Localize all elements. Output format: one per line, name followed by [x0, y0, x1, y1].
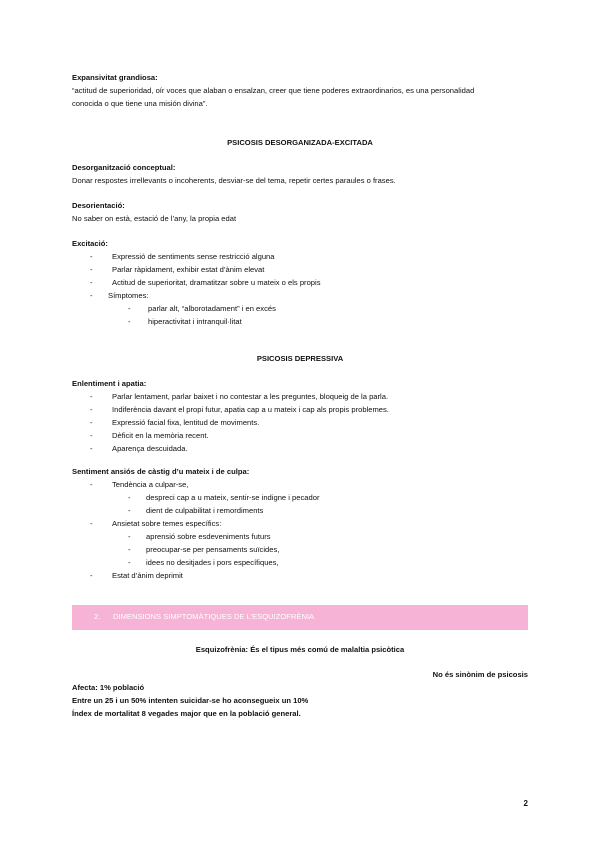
list-item: preocupar-se per pensaments suïcides,	[146, 545, 280, 554]
section-2-number: 2.	[94, 612, 101, 621]
list-item: dient de culpabilitat i remordiments	[146, 506, 264, 515]
list-bullet: -	[90, 252, 93, 261]
desorientacio-heading: Desorientació:	[72, 201, 125, 210]
intenten-line: Entre un 25 i un 50% intenten suicidar-se ho aconsegueix un 10%	[72, 696, 309, 705]
list-bullet: -	[90, 444, 93, 453]
list-item: Indiferència davant el propi futur, apatia cap a u mateix i cap als propis problemes.	[112, 405, 389, 414]
no-sinonim-note: No és sinònim de psicosis	[432, 670, 528, 679]
list-bullet: -	[90, 571, 93, 580]
list-item: Expressió de sentiments sense restricció alguna	[112, 252, 275, 261]
psicosis-desorganitzada-title: PSICOSIS DESORGANIZADA-EXCITADA	[227, 138, 373, 147]
list-bullet: -	[90, 431, 93, 440]
list-bullet: -	[128, 304, 131, 313]
list-item: despreci cap a u mateix, sentir-se indigne i pecador	[146, 493, 320, 502]
list-bullet: -	[90, 480, 93, 489]
desorganitzacio-text: Donar respostes irrellevants o incoherents, desviar-se del tema, repetir certes paraules o frases.	[72, 176, 396, 185]
mortalitat-line: Índex de mortalitat 8 vegades major que en la població general.	[72, 709, 301, 718]
list-item: Actitud de superioritat, dramatitzar sobre u mateix o els propis	[112, 278, 321, 287]
list-bullet: -	[90, 405, 93, 414]
section-2-title: DIMENSIONS SIMPTOMÀTIQUES DE L’ESQUIZOFRÈNIA	[113, 612, 315, 621]
list-item: Aparença descuidada.	[112, 444, 188, 453]
list-bullet: -	[128, 317, 131, 326]
list-item: Tendència a culpar-se,	[112, 480, 189, 489]
list-item: Símptomes:	[108, 291, 149, 300]
list-bullet: -	[90, 291, 93, 300]
list-item: parlar alt, “alborotadament” i en excés	[148, 304, 276, 313]
list-item: hiperactivitat i intranquil·litat	[148, 317, 242, 326]
expansivitat-quote-line2: conocida o que tiene una misión divina”.	[72, 99, 208, 108]
list-bullet: -	[90, 519, 93, 528]
sentiment-heading: Sentiment ansiós de càstig d’u mateix i de culpa:	[72, 467, 250, 476]
list-item: Expressió facial fixa, lentitud de moviments.	[112, 418, 260, 427]
list-bullet: -	[90, 278, 93, 287]
list-bullet: -	[90, 265, 93, 274]
list-bullet: -	[128, 506, 131, 515]
list-item: Estat d’ànim deprimit	[112, 571, 183, 580]
enlentiment-heading: Enlentiment i apatia:	[72, 379, 147, 388]
list-bullet: -	[128, 558, 131, 567]
list-bullet: -	[128, 532, 131, 541]
list-bullet: -	[128, 545, 131, 554]
list-item: Parlar lentament, parlar baixet i no contestar a les preguntes, bloqueig de la parla.	[112, 392, 389, 401]
excitacio-heading: Excitació:	[72, 239, 108, 248]
list-item: Dèficit en la memòria recent.	[112, 431, 209, 440]
list-item: Parlar ràpidament, exhibir estat d’ànim elevat	[112, 265, 265, 274]
list-bullet: -	[90, 418, 93, 427]
list-item: aprensió sobre esdeveniments futurs	[146, 532, 271, 541]
desorientacio-text: No saber on està, estació de l’any, la propia edat	[72, 214, 237, 223]
expansivitat-heading: Expansivitat grandiosa:	[72, 73, 158, 82]
page-number: 2	[523, 799, 528, 808]
expansivitat-quote-line1: “actitud de superioridad, oír voces que alaban o ensalzan, creer que tiene poderes extraordinarios, es una personalidad	[72, 86, 475, 95]
desorganitzacio-heading: Desorganització conceptual:	[72, 163, 176, 172]
psicosis-depressiva-title: PSICOSIS DEPRESSIVA	[256, 354, 344, 363]
list-bullet: -	[90, 392, 93, 401]
list-item: idees no desitjades i pors específiques,	[146, 558, 279, 567]
afecta-line: Afecta: 1% població	[72, 683, 145, 692]
section-2-header	[72, 605, 528, 630]
list-bullet: -	[128, 493, 131, 502]
list-item: Ansietat sobre temes específics:	[112, 519, 222, 528]
esquizofrenia-intro: Esquizofrènia: És el tipus més comú de malaltia psicòtica	[195, 645, 405, 654]
